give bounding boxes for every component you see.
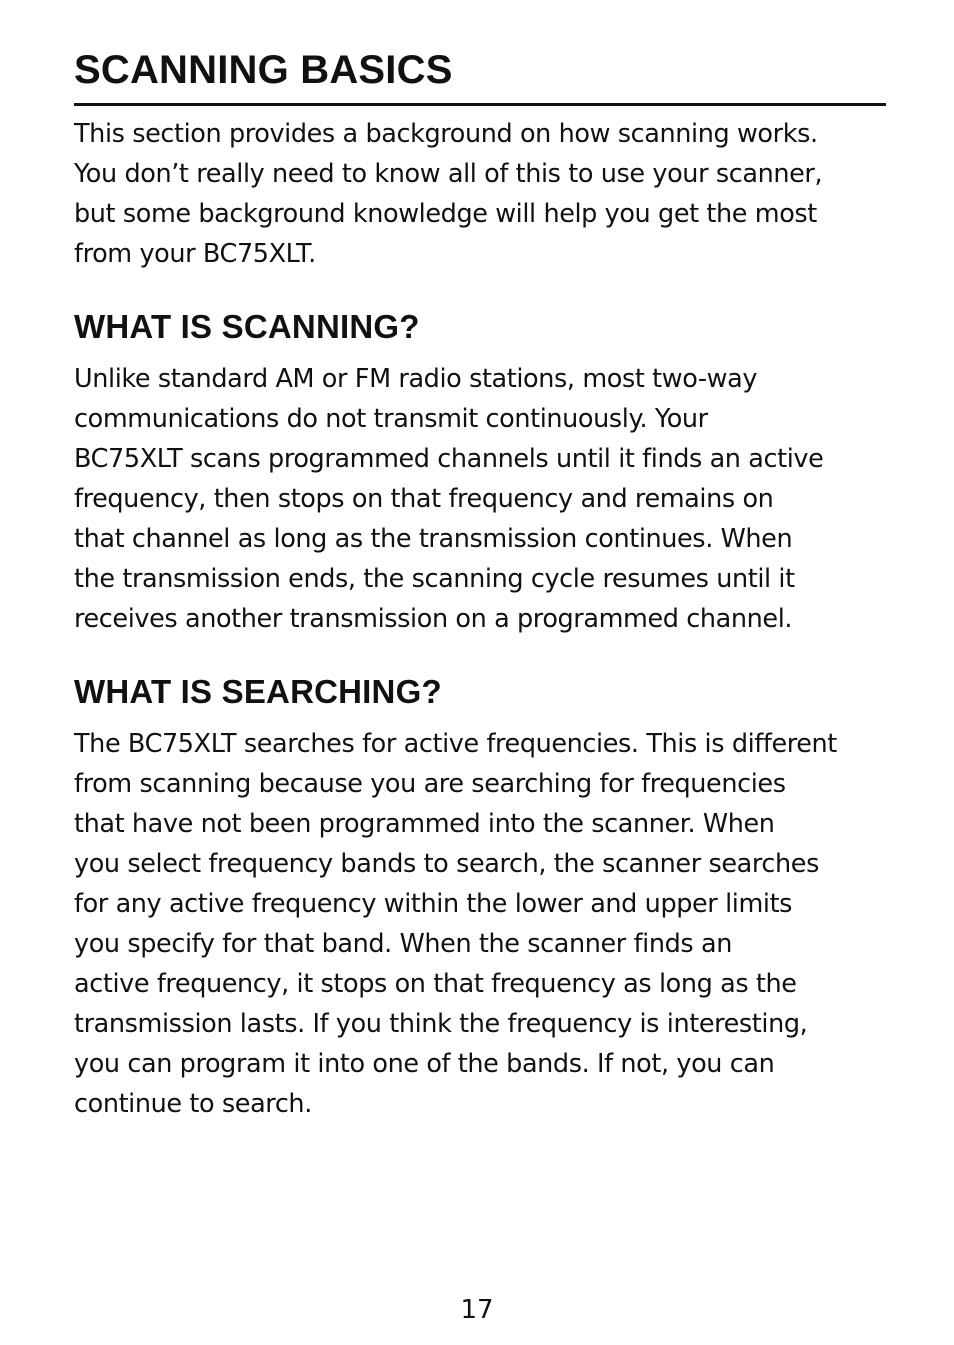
page-title: SCANNING BASICS [74,48,453,92]
searching-line: from scanning because you are searching for frequencies [74,769,786,799]
intro-paragraph [74,114,886,274]
searching-line: The BC75XLT searches for active frequencies. This is different [74,729,837,759]
searching-line: transmission lasts. If you think the frequency is interesting, [74,1009,808,1039]
scanning-paragraph [74,359,886,639]
intro-line: This section provides a background on how scanning works. [74,119,818,149]
searching-line: you select frequency bands to search, the scanner searches [74,849,819,879]
searching-line: continue to search. [74,1089,312,1119]
searching-line: you can program it into one of the bands. If not, you can [74,1049,775,1079]
scanning-line: communications do not transmit continuously. Your [74,404,708,434]
scanning-line: BC75XLT scans programmed channels until it finds an active [74,444,824,474]
scanning-line: frequency, then stops on that frequency and remains on [74,484,774,514]
searching-line: you specify for that band. When the scanner finds an [74,929,732,959]
intro-line: from your BC75XLT. [74,239,316,269]
heading-what-is-searching: WHAT IS SEARCHING? [74,673,442,710]
searching-line: for any active frequency within the lower and upper limits [74,889,793,919]
searching-paragraph [74,724,886,1124]
intro-line: but some background knowledge will help you get the most [74,199,817,229]
intro-line: You don’t really need to know all of this to use your scanner, [74,159,823,189]
scanning-line: the transmission ends, the scanning cycle resumes until it [74,564,795,594]
searching-line: active frequency, it stops on that frequency as long as the [74,969,797,999]
searching-line: that have not been programmed into the scanner. When [74,809,775,839]
scanning-line: Unlike standard AM or FM radio stations, most two-way [74,364,758,394]
page-number: 17 [460,1295,494,1325]
scanning-line: receives another transmission on a programmed channel. [74,604,793,634]
title-underline-rule [74,103,886,106]
heading-what-is-scanning: WHAT IS SCANNING? [74,308,420,345]
scanning-line: that channel as long as the transmission continues. When [74,524,793,554]
